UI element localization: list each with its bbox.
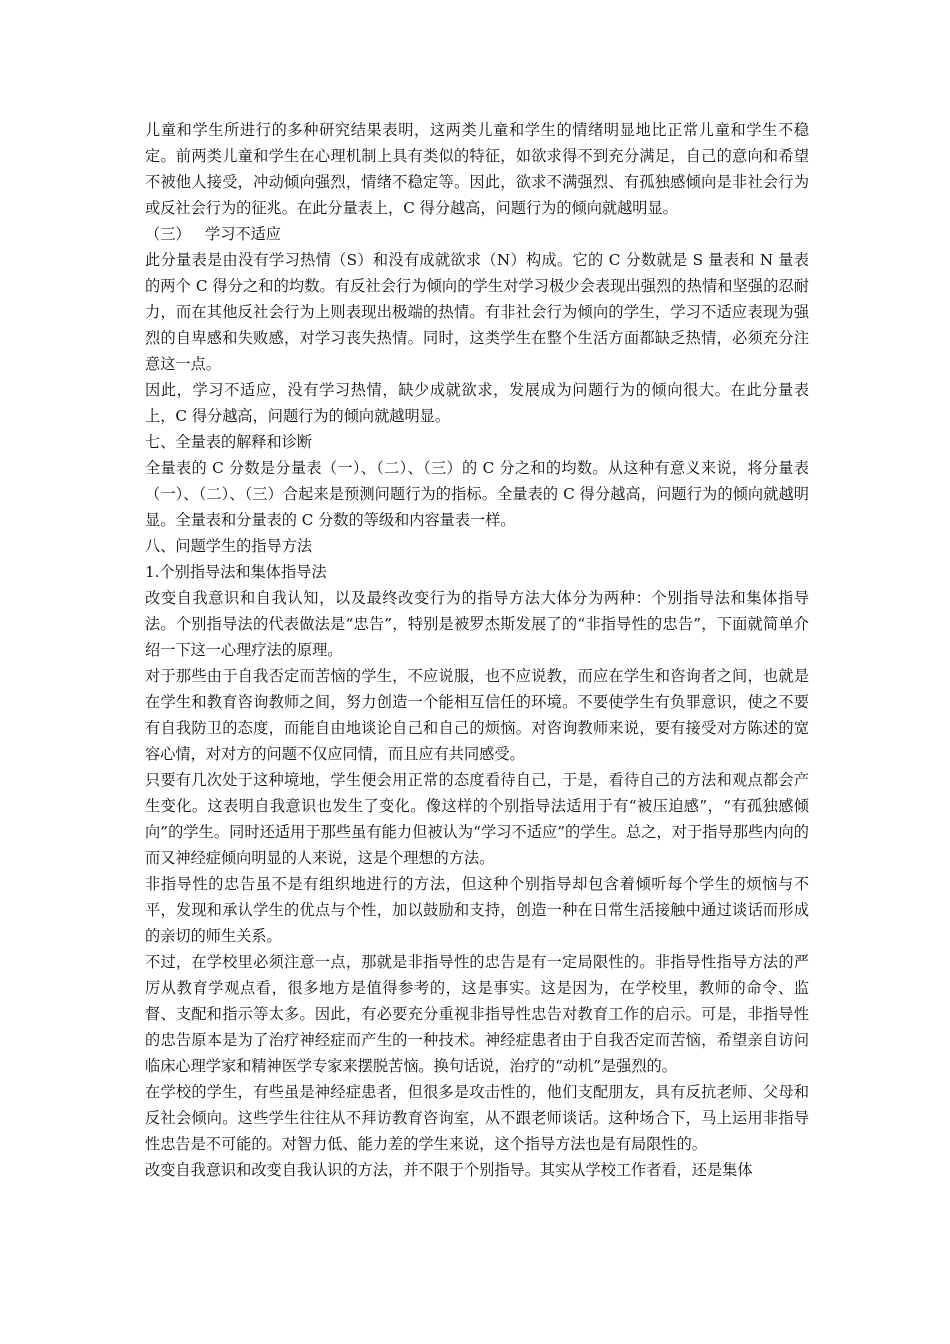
section-heading-learning-maladjustment: （三） 学习不适应: [145, 225, 281, 243]
paragraph: 改变自我意识和自我认知，以及最终改变行为的指导方法大体分为两种：个别指导法和集体指导法。个别指导法的代表做法是“忠告”，特别是被罗杰斯发展了的“非指导性的忠告”，下面就简单介绍一下这一心理疗法的原理。: [145, 589, 809, 659]
document-body: [145, 117, 809, 1183]
paragraph: 对于那些由于自我否定而苦恼的学生，不应说服，也不应说教，而应在学生和咨询者之间，也就是在学生和教育咨询教师之间，努力创造一个能相互信任的环境。不要使学生有负罪意识，使之不要有自我防卫的态度，而能自由地谈论自己和自己的烦恼。对咨询教师来说，要有接受对方陈述的宽容心情，对对方的问题不仅应同情，而且应有共同感受。: [145, 667, 809, 763]
section-heading-guidance-methods: 八、问题学生的指导方法: [145, 537, 313, 555]
paragraph: 非指导性的忠告虽不是有组织地进行的方法，但这种个别指导却包含着倾听每个学生的烦恼与不平，发现和承认学生的优点与个性，加以鼓励和支持，创造一种在日常生活接触中通过谈话而形成的亲切的师生关系。: [145, 875, 809, 945]
subsection-heading-individual-group: 1.个别指导法和集体指导法: [145, 563, 327, 581]
paragraph: 在学校的学生，有些虽是神经症患者，但很多是攻击性的，他们支配朋友，具有反抗老师、父母和反社会倾向。这些学生往往从不拜访教育咨询室，从不跟老师谈话。这种场合下，马上运用非指导性忠告是不可能的。对智力低、能力差的学生来说，这个指导方法也是有局限性的。: [145, 1083, 809, 1153]
paragraph: 不过，在学校里必须注意一点，那就是非指导性的忠告是有一定局限性的。非指导性指导方法的严厉从教育学观点看，很多地方是值得参考的，这是事实。这是因为，在学校里，教师的命令、监督、支配和指示等太多。因此，有必要充分重视非指导性忠告对教育工作的启示。可是，非指导性的忠告原本是为了治疗神经症而产生的一种技术。神经症患者由于自我否定而苦恼，希望亲自访问临床心理学家和精神医学专家来摆脱苦恼。换句话说，治疗的“动机”是强烈的。: [145, 953, 809, 1075]
paragraph: 全量表的 C 分数是分量表（一）、（二）、（三）的 C 分之和的均数。从这种有意义来说，将分量表（一）、（二）、（三）合起来是预测问题行为的指标。全量表的 C 得分越高，问题行为的倾向就越明显。全量表和分量表的 C 分数的等级和内容量表一样。: [145, 459, 809, 529]
paragraph: 此分量表是由没有学习热情（S）和没有成就欲求（N）构成。它的 C 分数就是 S 量表和 N 量表的两个 C 得分之和的均数。有反社会行为倾向的学生对学习极少会表现出强烈的热情和坚强的忍耐力，而在其他反社会行为上则表现出极端的热情。有非社会行为倾向的学生，学习不适应表现为强烈的自卑感和失败感，对学习丧失热情。同时，这类学生在整个生活方面都缺乏热情，必须充分注意这一点。: [145, 251, 809, 373]
paragraph: 改变自我意识和改变自我认识的方法，并不限于个别指导。其实从学校工作者看，还是集体: [145, 1161, 753, 1179]
paragraph: 只要有几次处于这种境地，学生便会用正常的态度看待自己，于是，看待自己的方法和观点都会产生变化。这表明自我意识也发生了变化。像这样的个别指导法适用于有“被压迫感”，“有孤独感倾向”的学生。同时还适用于那些虽有能力但被认为“学习不适应”的学生。总之，对于指导那些内向的而又神经症倾向明显的人来说，这是个理想的方法。: [145, 771, 809, 867]
paragraph: 因此，学习不适应，没有学习热情，缺少成就欲求，发展成为问题行为的倾向很大。在此分量表上，C 得分越高，问题行为的倾向就越明显。: [145, 381, 809, 425]
section-heading-full-scale: 七、全量表的解释和诊断: [145, 433, 313, 451]
paragraph: 儿童和学生所进行的多种研究结果表明，这两类儿童和学生的情绪明显地比正常儿童和学生不稳定。前两类儿童和学生在心理机制上具有类似的特征，如欲求得不到充分满足，自己的意向和希望不被他人接受，冲动倾向强烈，情绪不稳定等。因此，欲求不满强烈、有孤独感倾向是非社会行为或反社会行为的征兆。在此分量表上，C 得分越高，问题行为的倾向就越明显。: [145, 121, 809, 217]
